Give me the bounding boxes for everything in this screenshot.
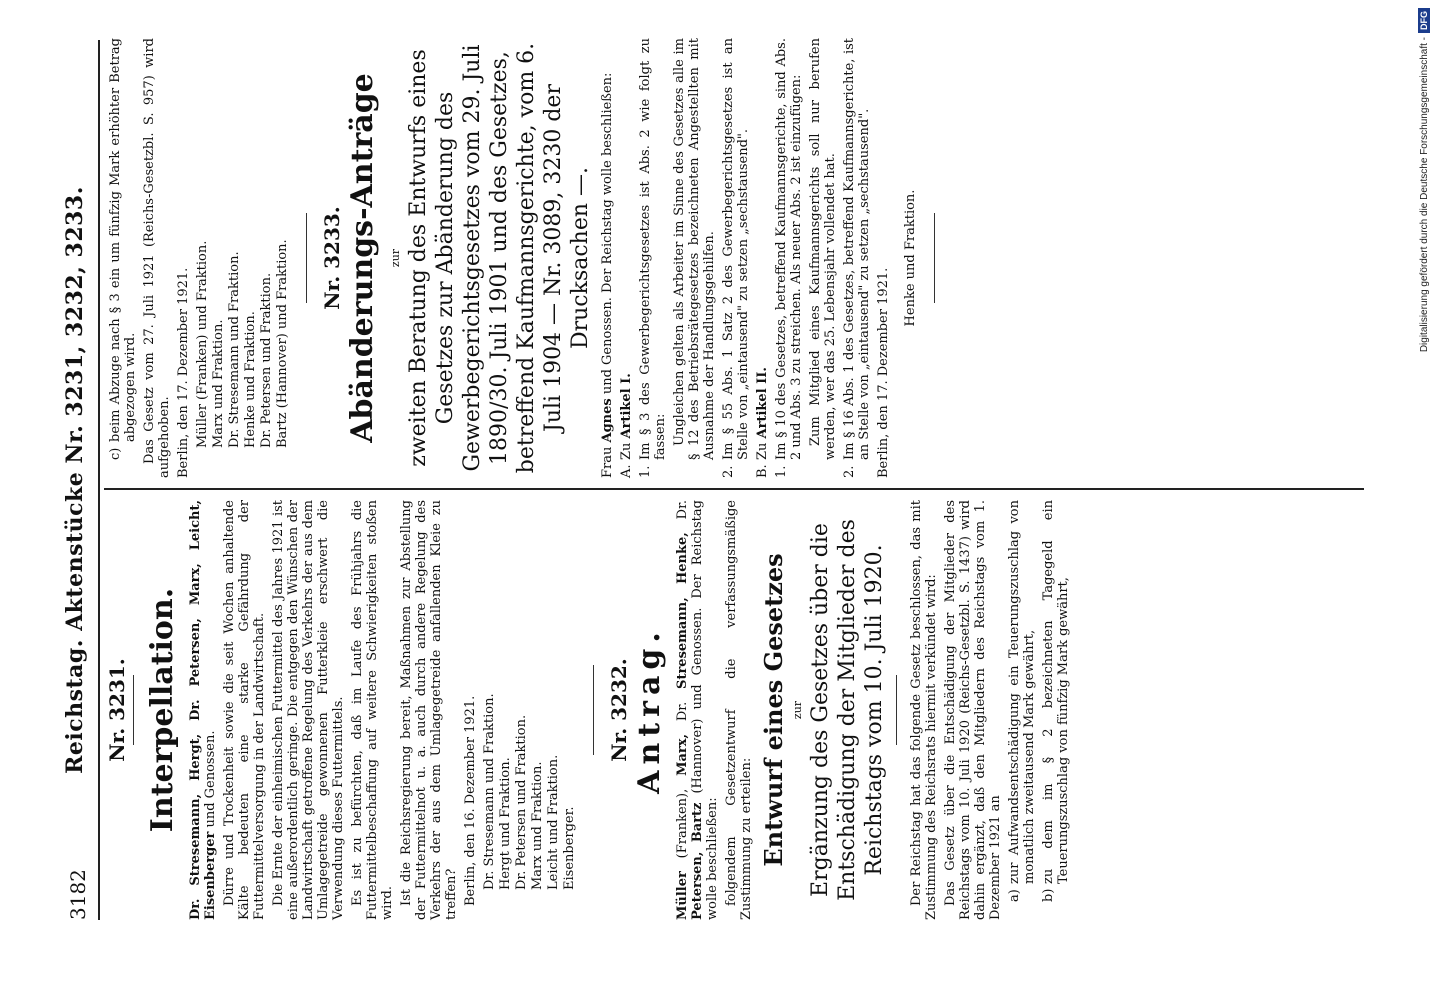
list-text: zur Aufwandsentschädigung ein Teuerungszuschlag von monatlich zweitausend Mark gewährt, — [1007, 500, 1037, 884]
author-text: Dr. — [675, 688, 690, 734]
list-item — [1041, 500, 1071, 920]
author-bold: Stresemann, Henke, — [675, 532, 690, 689]
aenderung-subtitle: zweiten Beratung des Entwurfs eines Gesetzes zur Abänderung des Gewerbegerichtsgesetzes vom 29. Juli 1890/30. Juli 1901 und des Gesetzes, betreffend Kaufmannsgerichte, vom 6. Juli 1904 — Nr. 3089, 3230 der Drucksachen —. — [406, 42, 593, 474]
list-marker: 1. — [774, 465, 789, 478]
quoted-text: Zum Mitglied eines Kaufmannsgerichts soll nur berufen werden, wer das 25. Lebensjahr vollendet hat. — [808, 38, 838, 460]
section-bold: Artikel I. — [619, 373, 634, 439]
signature-line: Dr. Stresemann und Fraktion. — [227, 251, 242, 448]
header-rule — [98, 40, 100, 920]
antrag-date: Berlin, den 17. Dezember 1921. — [176, 267, 191, 478]
intro-bold: Agnes — [600, 398, 615, 443]
interpellation-number: Nr. 3231. — [105, 658, 129, 762]
interpellation-signatures — [482, 500, 577, 890]
list-text: Im § 55 Abs. 1 Satz 2 des Gewerbegerichtsgesetzes ist an Stelle von „eintausend" zu setzen „sechstausend". — [721, 38, 751, 460]
list-marker: 1. — [638, 465, 653, 478]
header-title: Reichstag. Aktenstücke Nr. 3231, 3232, 3233. — [62, 186, 88, 774]
separator — [896, 675, 897, 745]
antrag-authors — [675, 500, 720, 920]
separator — [934, 213, 935, 303]
entwurf-heading: Entwurf eines Gesetzes — [759, 553, 788, 867]
list-marker: 2. — [842, 465, 857, 478]
zur-label: zur — [791, 700, 804, 720]
separator — [306, 213, 307, 303]
antrag-heading: Antrag. — [632, 626, 667, 794]
side-note-text — [1417, 8, 1433, 992]
author-text: (Hannover) und Genossen. Der Reichstag wolle beschließen: — [690, 500, 720, 920]
side-note — [1417, 8, 1433, 992]
interpellation-date: Berlin, den 16. Dezember 1921. — [463, 695, 478, 906]
section-text: Zu — [755, 438, 770, 460]
list-item — [721, 38, 751, 478]
list-marker: a) — [1007, 889, 1022, 902]
section-marker: B. — [755, 464, 770, 478]
page-header — [60, 40, 96, 920]
signature-line: Dr. Petersen und Fraktion. — [514, 714, 529, 890]
authors-rest: und Genossen. — [203, 730, 218, 832]
aenderung-number: Nr. 3233. — [320, 206, 344, 310]
section-heading — [619, 38, 634, 478]
left-column — [105, 500, 1075, 920]
list-marker: c) — [108, 447, 123, 460]
list-marker: 2. — [721, 465, 736, 478]
intro-text: Frau — [600, 442, 615, 478]
author-text: (Franken), — [675, 775, 690, 872]
list-item — [774, 38, 804, 478]
authors-bold: Dr. Stresemann, Hergt, Dr. Petersen, Marx, Leicht, Eisenberger — [188, 500, 218, 920]
signature-line: Marx und Fraktion. — [211, 319, 226, 448]
signature-line: Leicht und Fraktion. — [546, 754, 561, 890]
signature-line: Marx und Fraktion. — [530, 761, 545, 890]
list-text: Im § 10 des Gesetzes, betreffend Kaufmannsgerichte, sind Abs. 2 und Abs. 3 zu streichen. Als neuer Abs. 2 ist einzufügen: — [774, 38, 804, 460]
intro-text: und Genossen. Der Reichstag wolle beschließen: — [600, 72, 615, 399]
funding-note: Digitalisierung gefördert durch die Deutsche Forschungsgemeinschaft - — [1419, 37, 1430, 353]
author-text: Dr. — [675, 500, 690, 533]
list-item — [842, 38, 872, 478]
antrag-signatures — [195, 38, 290, 448]
interpellation-paragraph-1: Dürre und Trockenheit sowie die seit Wochen anhaltende Kälte bedeuten eine starke Gefährdung der Futtermittelversorgung in der Landwirtschaft. — [222, 500, 267, 920]
interpellation-heading: Interpellation. — [145, 587, 180, 833]
list-item — [1007, 500, 1037, 920]
author-bold: Müller — [675, 871, 690, 920]
list-marker: b) — [1041, 888, 1056, 902]
column-divider — [104, 488, 1364, 490]
author-bold: Marx, — [675, 733, 690, 776]
section-heading — [755, 38, 770, 478]
entwurf-subtitle: Ergänzung des Gesetzes über die Entschädigung der Mitglieder des Reichstags vom 10. Juli 1920. — [808, 519, 887, 901]
list-text: Im § 16 Abs. 1 des Gesetzes, betreffend Kaufmannsgerichte, ist an Stelle von „eintausend" zu setzen „sechstausend". — [842, 38, 872, 460]
interpellation-authors — [188, 500, 218, 920]
signature-line: Bartz (Hannover) und Fraktion. — [275, 239, 290, 448]
page-number: 3182 — [66, 869, 90, 920]
zur-label: zur — [389, 248, 402, 268]
antrag-paragraph-2: Der Reichstag hat das folgende Gesetz beschlossen, das mit Zustimmung des Reichsrats hiermit verkündet wird: — [909, 500, 939, 920]
section-bold: Artikel II. — [755, 367, 770, 439]
interpellation-paragraph-4: Ist die Reichsregierung bereit, Maßnahmen zur Abstellung der Futtermittelnot u. a. auch durch andere Regelung des Verkehrs der aus dem Umlagegetreide anfallenden Kleie zu treffen? — [399, 500, 459, 920]
aenderung-signature: Henke und Fraktion. — [903, 189, 918, 327]
aenderung-heading: Abänderungs-Anträge — [345, 73, 380, 443]
antrag-paragraph-3: Das Gesetz über die Entschädigung der Mitglieder des Reichstags vom 10. Juli 1920 (Reichs-Gesetzbl. S. 1437) wird dahin ergänzt, daß den Mitgliedern des Reichstags vom 1. Dezember 1921 an — [943, 500, 1003, 920]
signature-line: Dr. Stresemann und Fraktion. — [482, 693, 497, 890]
separator — [593, 665, 594, 755]
antrag-paragraph-1: folgendem Gesetzentwurf die verfassungsmäßige Zustimmung zu erteilen: — [724, 500, 754, 920]
section-marker: A. — [619, 464, 634, 478]
list-text: zu dem im § 2 bezeichneten Tagegeld ein Teuerungszuschlag von fünfzig Mark gewährt, — [1041, 500, 1071, 884]
antrag-number: Nr. 3232. — [607, 658, 631, 762]
right-column — [108, 38, 953, 478]
interpellation-paragraph-3: Es ist zu befürchten, daß im Laufe des Frühjahrs die Futtermittelbeschaffung auf weitere Schwierigkeiten stoßen wird. — [350, 500, 395, 920]
interpellation-paragraph-2: Die Ernte der einheimischen Futtermittel des Jahres 1921 ist eine außerordentlich geringe. Die entgegen den Wünschen der Landwirtschaft getroffene Regelung des Verkehrs der aus dem Umlagegetreide gewonnenen Futterkleie erschwert die Verwendung dieses Futtermittels. — [271, 500, 346, 920]
quoted-text: Ungleichen gelten als Arbeiter im Sinne des Gesetzes alle im § 12 des Betriebsrätegesetzes bezeichneten Angestellten mit Ausnahme der Handlungsgehilfen. — [672, 38, 717, 460]
list-item — [638, 38, 668, 478]
signature-line: Dr. Petersen und Fraktion. — [259, 272, 274, 448]
dfg-logo: DFG — [1418, 8, 1430, 33]
signature-line: Eisenberger. — [562, 806, 577, 890]
aenderung-intro — [600, 38, 615, 478]
author-bold: Petersen, Bartz — [690, 802, 705, 920]
law-repeal: Das Gesetz vom 27. Juli 1921 (Reichs-Gesetzbl. S. 957) wird aufgehoben. — [142, 38, 172, 478]
list-text: beim Abzuge nach § 3 ein um fünfzig Mark erhöhter Betrag abgezogen wird. — [108, 38, 138, 442]
signature-line: Henke und Fraktion. — [243, 311, 258, 448]
aenderung-date: Berlin, den 17. Dezember 1921. — [876, 267, 891, 478]
signature-line: Müller (Franken) und Fraktion. — [195, 240, 210, 448]
section-text: Zu — [619, 438, 634, 460]
list-text: Im § 3 des Gewerbegerichtsgesetzes ist Abs. 2 wie folgt zu fassen: — [638, 38, 668, 460]
signature-line: Hergt und Fraktion. — [498, 757, 513, 890]
list-item — [108, 38, 138, 478]
separator — [133, 675, 134, 745]
